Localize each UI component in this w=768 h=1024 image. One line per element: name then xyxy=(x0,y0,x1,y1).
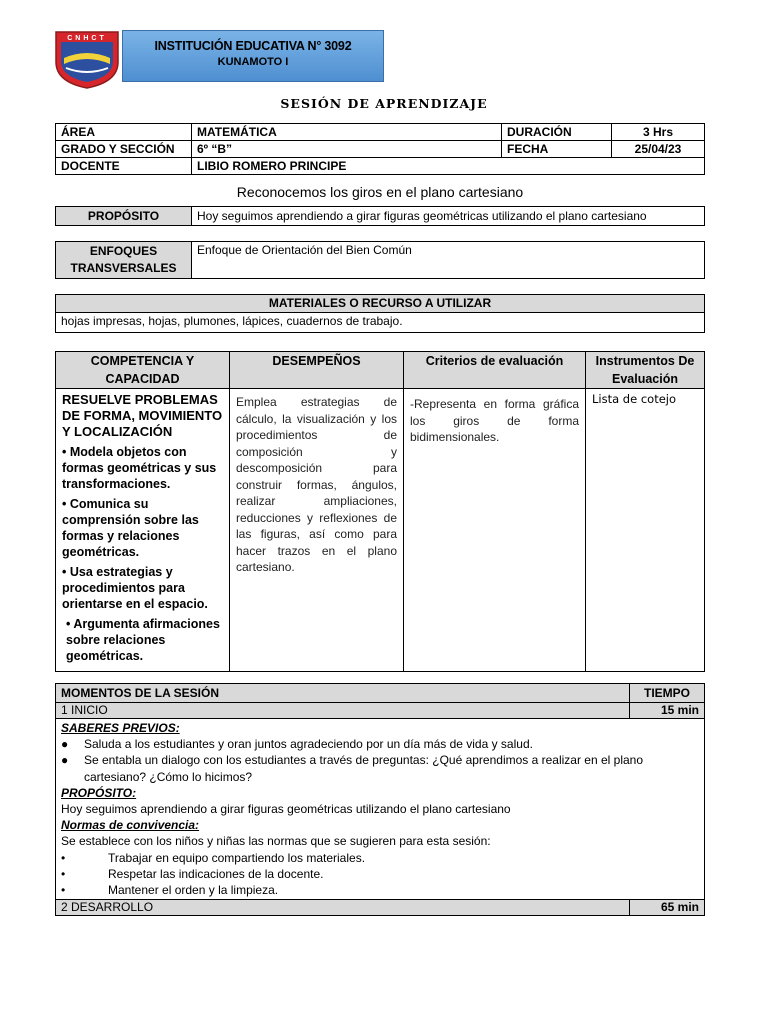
materiales-value: hojas impresas, hojas, plumones, lápices, cuadernos de trabajo. xyxy=(56,313,705,333)
institution-subtitle: KUNAMOTO I xyxy=(217,56,289,68)
materiales-header: MATERIALES O RECURSO A UTILIZAR xyxy=(56,295,705,313)
proposito-label: PROPÓSITO xyxy=(56,207,192,226)
capacidad-item: • Argumenta afirmaciones sobre relaciones geométricas. xyxy=(66,617,220,663)
logo-text: CNHCT xyxy=(67,35,107,42)
competencia-cell xyxy=(56,389,230,672)
header-desempenos: DESEMPEÑOS xyxy=(230,352,404,389)
norma-item: Mantener el orden y la limpieza. xyxy=(108,883,279,898)
proposito-text: Hoy seguimos aprendiendo a girar figuras geométricas utilizando el plano cartesiano xyxy=(61,802,511,817)
bullet-icon: • xyxy=(61,866,66,881)
session-title: Reconocemos los giros en el plano cartesiano xyxy=(236,184,524,200)
institution-name: INSTITUCIÓN EDUCATIVA N° 3092 xyxy=(154,39,352,53)
grado-label: GRADO Y SECCIÓN xyxy=(56,141,192,158)
info-table xyxy=(55,123,705,175)
enfoques-table xyxy=(55,241,705,279)
list-item xyxy=(61,866,699,882)
materiales-table xyxy=(55,294,705,333)
inicio-time: 15 min xyxy=(630,703,705,719)
capacidad-item: • Usa estrategias y procedimientos para orientarse en el espacio. xyxy=(62,565,208,611)
fecha-value: 25/04/23 xyxy=(612,141,705,158)
enfoques-value: Enfoque de Orientación del Bien Común xyxy=(192,242,705,279)
list-item xyxy=(61,752,699,784)
desarrollo-label: 2 DESARROLLO xyxy=(56,900,630,916)
area-value: MATEMÁTICA xyxy=(192,124,502,141)
normas-title: Normas de convivencia: xyxy=(61,818,200,833)
enfoques-label: ENFOQUES TRANSVERSALES xyxy=(56,242,192,279)
capacidad-item: • Comunica su comprensión sobre las formas y relaciones geométricas. xyxy=(62,497,199,559)
capacidad-item: • Modela objetos con formas geométricas y sus transformaciones. xyxy=(62,445,217,491)
instrumento-text: Lista de cotejo xyxy=(592,392,677,406)
inicio-content xyxy=(56,719,705,900)
saberes-item: Se entabla un dialogo con los estudiantes a través de preguntas: ¿Qué aprendimos a realizar en el plano cartesiano? ¿Cómo lo hicimos? xyxy=(84,753,644,784)
document-title: SESIÓN DE APRENDIZAJE xyxy=(280,96,488,111)
institution-banner xyxy=(122,30,384,82)
proposito-value: Hoy seguimos aprendiendo a girar figuras geométricas utilizando el plano cartesiano xyxy=(192,207,705,226)
bullet-icon: • xyxy=(61,883,66,898)
list-item xyxy=(61,736,699,752)
area-label: ÁREA xyxy=(56,124,192,141)
competencias-table xyxy=(55,351,705,672)
fecha-label: FECHA xyxy=(502,141,612,158)
duracion-value: 3 Hrs xyxy=(612,124,705,141)
header-criterios: Criterios de evaluación xyxy=(404,352,586,389)
school-logo xyxy=(52,28,122,90)
norma-item: Trabajar en equipo compartiendo los materiales. xyxy=(108,850,366,865)
criterio-cell xyxy=(404,389,586,672)
header-instrumentos: Instrumentos De Evaluación xyxy=(586,352,705,389)
bullet-icon: • xyxy=(61,850,66,865)
tiempo-header: TIEMPO xyxy=(630,684,705,703)
bullet-icon: ● xyxy=(61,753,69,768)
momentos-header: MOMENTOS DE LA SESIÓN xyxy=(56,684,630,703)
instrumento-cell xyxy=(586,389,705,672)
competencia-title: RESUELVE PROBLEMAS DE FORMA, MOVIMIENTO Y LOCALIZACIÓN xyxy=(62,392,223,439)
norma-item: Respetar las indicaciones de la docente. xyxy=(108,866,324,881)
desarrollo-time: 65 min xyxy=(630,900,705,916)
duracion-label: DURACIÓN xyxy=(502,124,612,141)
saberes-title: SABERES PREVIOS: xyxy=(61,721,180,735)
saberes-item: Saluda a los estudiantes y oran juntos agradeciendo por un día más de vida y salud. xyxy=(84,737,533,752)
desempeno-cell xyxy=(230,389,404,672)
momentos-table xyxy=(55,683,705,916)
docente-label: DOCENTE xyxy=(56,158,192,175)
bullet-icon: ● xyxy=(61,737,69,752)
grado-value: 6º “B” xyxy=(192,141,502,158)
docente-value: LIBIO ROMERO PRINCIPE xyxy=(192,158,705,175)
proposito-table xyxy=(55,206,705,226)
list-item xyxy=(61,850,699,866)
criterio-text: -Representa en forma gráfica los giros de forma bidimensionales. xyxy=(410,397,579,444)
normas-intro: Se establece con los niños y niñas las normas que se sugieren para esta sesión: xyxy=(61,834,491,849)
list-item xyxy=(61,882,699,898)
desempeno-text: Emplea estrategias de cálculo, la visualización y los procedimientos de composición y descomposición para construir formas, ángulos, realizar ampliaciones, reducciones y reflexiones de las figuras, así como para hacer trazos en el plano cartesiano. xyxy=(236,395,397,574)
header-competencia: COMPETENCIA Y CAPACIDAD xyxy=(56,352,230,389)
inicio-label: 1 INICIO xyxy=(56,703,630,719)
proposito-title: PROPÓSITO: xyxy=(61,785,137,800)
